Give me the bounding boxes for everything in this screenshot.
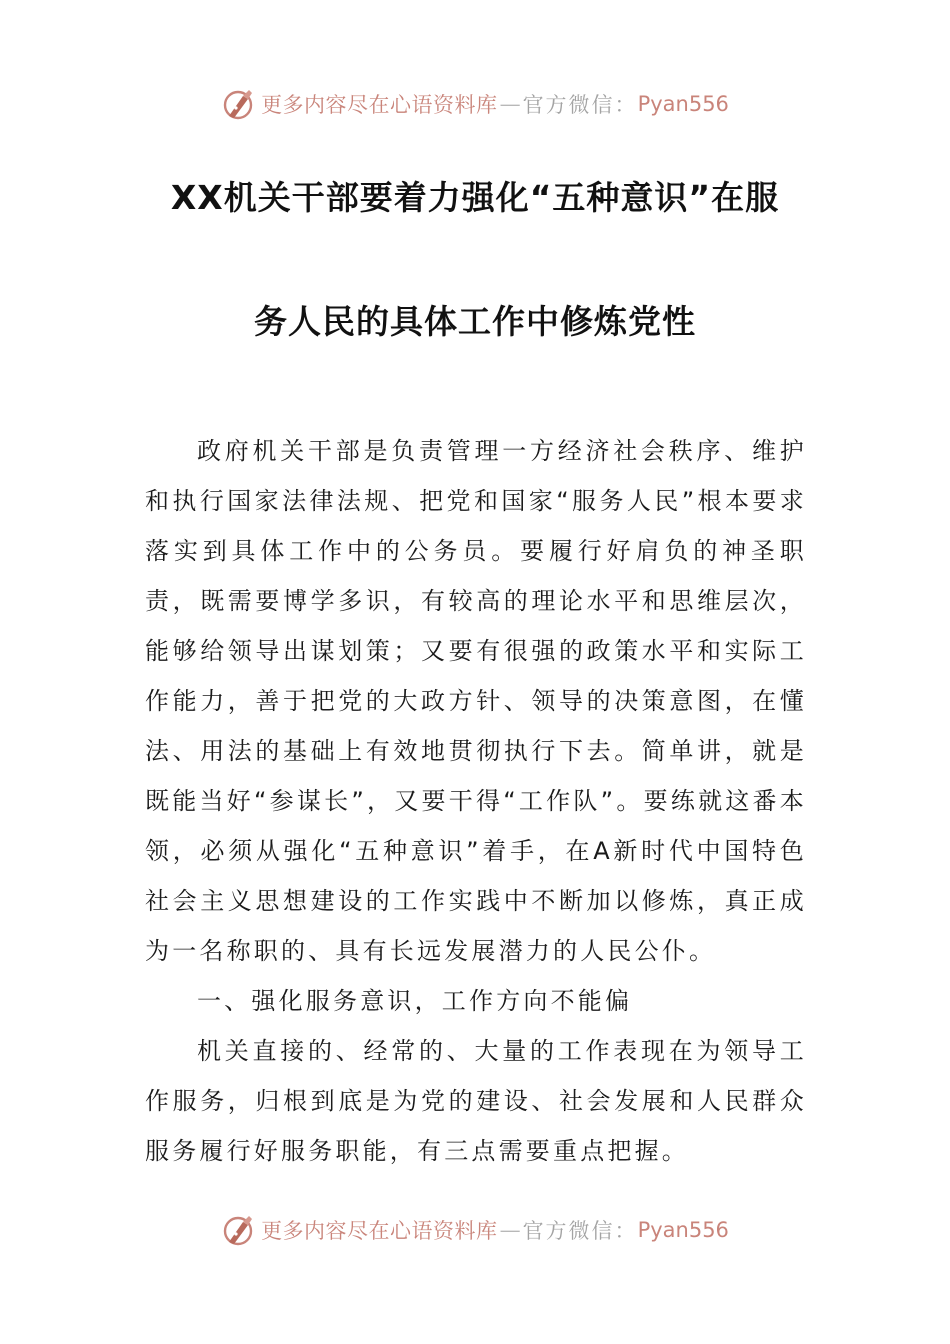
- pen-nib-logo-icon: [221, 86, 257, 122]
- contact-label: 官方微信：: [522, 93, 638, 117]
- document-title-line-1: XX机关干部要着力强化“五种意识”在服: [170, 178, 780, 217]
- document-title-line-2: 务人民的具体工作中修炼党性: [254, 302, 696, 341]
- body-paragraph-intro: 政府机关干部是负责管理一方经济社会秩序、维护和执行国家法律法规、把党和国家“服务人民”根本要求落实到具体工作中的公务员。要履行好肩负的神圣职责，既需要博学多识，有较高的理论水平和思维层次，能够给领导出谋划策；又要有很强的政策水平和实际工作能力，善于把党的大政方针、领导的决策意图，在懂法、用法的基础上有效地贯彻执行下去。简单讲，就是既能当好“参谋长”，又要干得“工作队”。要练就这番本领，必须从强化“五种意识”着手，在A新时代中国特色社会主义思想建设的工作实践中不断加以修炼，真正成为一名称职的、具有长远发展潜力的人民公仆。: [145, 437, 807, 965]
- document-body: [145, 426, 807, 1176]
- site-name-text: 更多内容尽在心语资料库: [261, 1219, 498, 1243]
- pen-nib-logo-icon: [221, 1212, 257, 1248]
- section-heading-1: 一、强化服务意识，工作方向不能偏: [197, 987, 633, 1015]
- contact-id: Pyan556: [637, 1218, 729, 1242]
- contact-id: Pyan556: [637, 92, 729, 116]
- banner-separator: —: [499, 1218, 521, 1242]
- banner-separator: —: [499, 92, 521, 116]
- site-name-text: 更多内容尽在心语资料库: [261, 93, 498, 117]
- contact-label: 官方微信：: [522, 1219, 638, 1243]
- footer-watermark-banner: [0, 1208, 950, 1252]
- body-paragraph-section-1: 机关直接的、经常的、大量的工作表现在为领导工作服务，归根到底是为党的建设、社会发展和人民群众服务履行好服务职能，有三点需要重点把握。: [145, 1037, 807, 1165]
- header-watermark-banner: [0, 82, 950, 126]
